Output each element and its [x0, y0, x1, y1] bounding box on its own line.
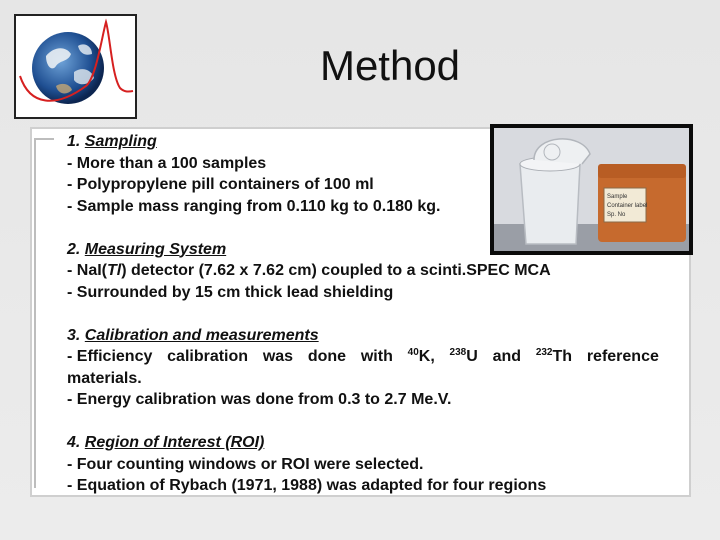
- section-heading: 4. Region of Interest (ROI): [67, 434, 265, 451]
- jar-label-line-3: Sp. No: [607, 212, 626, 218]
- list-item: - Equation of Rybach (1971, 1988) was adapted for four regions: [67, 477, 547, 494]
- list-item-continuation: materials.: [67, 369, 142, 387]
- slide-title: Method: [319, 42, 461, 89]
- list-item: - NaI(Tl) detector (7.62 x 7.62 cm) coupled to a scinti.SPEC MCA: [67, 262, 551, 279]
- section-calibration: [67, 325, 667, 411]
- section-title: Calibration and measurements: [84, 326, 319, 344]
- section-title: Region of Interest (ROI): [84, 434, 265, 451]
- section-roi: [67, 432, 667, 497]
- section-heading: 1. Sampling: [67, 133, 157, 150]
- list-item: - Sample mass ranging from 0.110 kg to 0.180 kg.: [67, 197, 441, 215]
- list-item: - More than a 100 samples: [67, 154, 267, 172]
- section-heading: 3. Calibration and measurements: [67, 326, 319, 344]
- list-item-justified: - Efficiency calibration was done with $^{40}$K, $^{238}$U and $^{232}$Th reference: [67, 347, 659, 365]
- jar-label-line-1: Sample: [607, 194, 628, 200]
- panel-bevel: [34, 138, 54, 488]
- section-sampling: [67, 131, 667, 217]
- section-measuring-system: [67, 239, 667, 304]
- list-item: - Four counting windows or ROI were selected.: [67, 455, 424, 473]
- list-item: - Surrounded by 15 cm thick lead shielding: [67, 283, 394, 301]
- section-title: Measuring System: [84, 240, 227, 258]
- list-item: - Energy calibration was done from 0.3 to 2.7 Me.V.: [67, 391, 452, 408]
- slide-title-wrap: [0, 42, 720, 90]
- section-heading: 2. Measuring System: [67, 240, 227, 258]
- list-item: - Polypropylene pill containers of 100 ml: [67, 176, 374, 193]
- jar-label-line-2: Container label: [607, 203, 648, 209]
- section-title: Sampling: [84, 133, 157, 150]
- method-content: [67, 131, 667, 518]
